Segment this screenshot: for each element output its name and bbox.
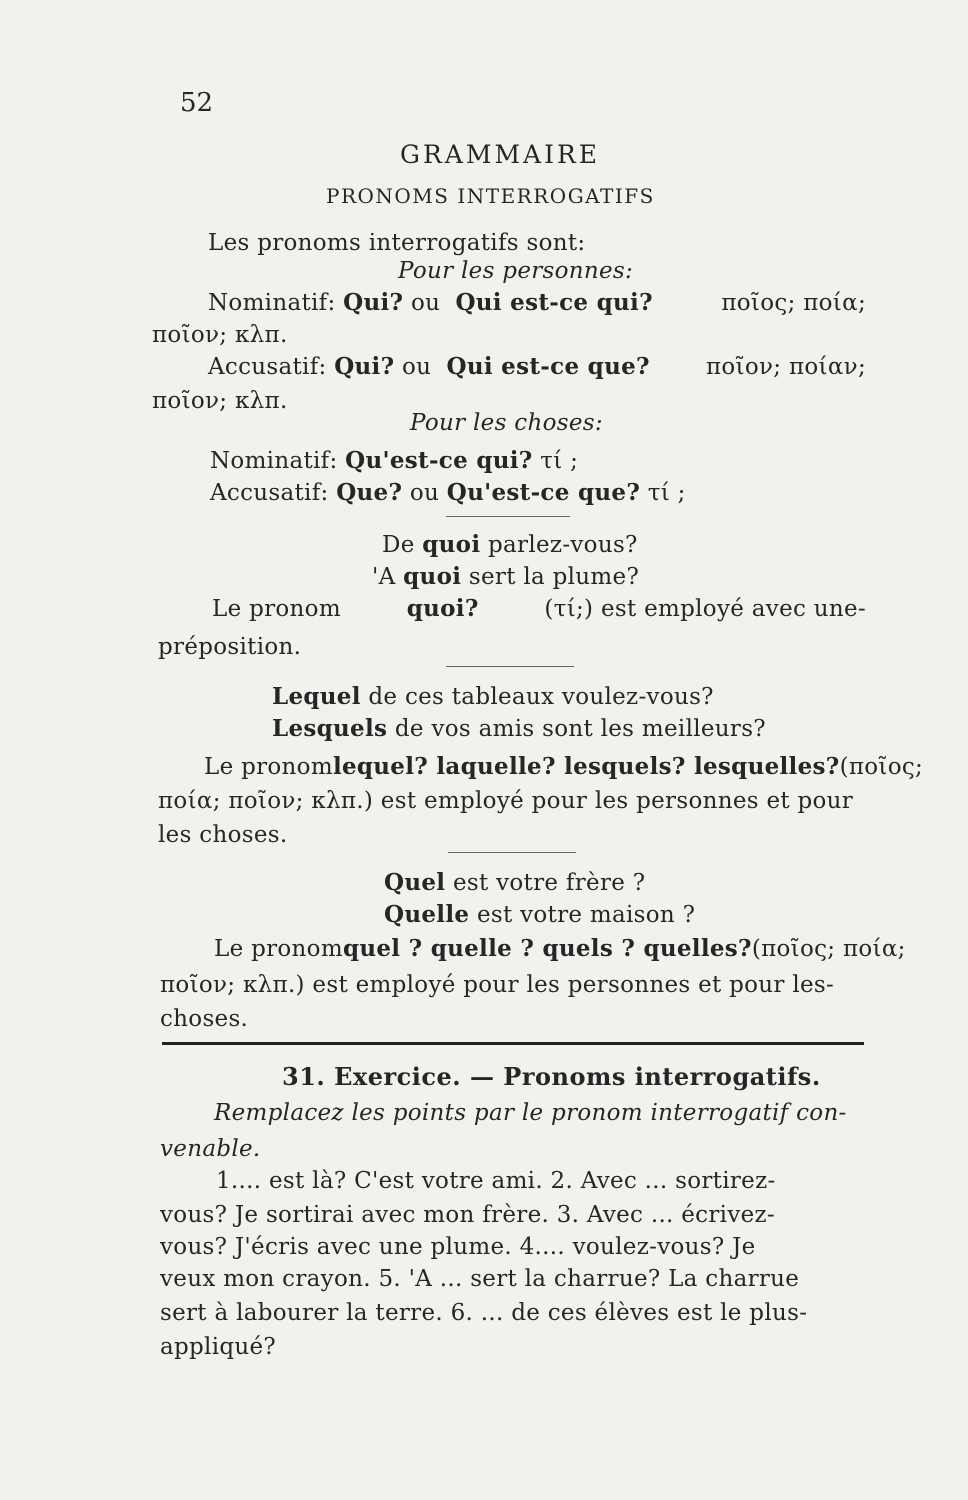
nominatif-label: Nominatif: [208, 290, 336, 316]
exercise-instruction-2-text: venable. [160, 1136, 261, 1162]
accusatif-choses-form1: Que? [336, 479, 403, 506]
exercise-instruction-1 [214, 1098, 847, 1128]
quel-rule-bold: quel ? quelle ? quels ? quelles? [342, 935, 752, 962]
quoi-example-2 [372, 562, 639, 592]
accusatif-choses-greek: τί ; [647, 480, 686, 506]
divider-1 [446, 516, 570, 517]
section-subtitle: PRONOMS INTERROGATIFS [326, 184, 655, 208]
lequel-rule-pre: Le pronom [204, 754, 333, 780]
personnes-heading-text: Pour les personnes: [398, 258, 634, 284]
exercise-instruction-2 [160, 1134, 261, 1164]
nominatif-choses-greek: τί ; [540, 448, 579, 474]
lequel-rule-post: (ποῖος; [839, 754, 924, 780]
exercise-title: 31. Exercice. — Pronoms interrogatifs. [282, 1062, 821, 1091]
quel-ex2-bold: Quelle [384, 901, 470, 928]
nominatif-greek: ποῖος; ποία; [721, 290, 866, 316]
choses-heading-text: Pour les choses: [410, 410, 603, 436]
nominatif-choses-line [210, 446, 578, 476]
lequel-ex2-bold: Lesquels [272, 715, 388, 742]
exercise-line-6: appliqué? [160, 1334, 277, 1360]
accusatif-choses-form2: Qu'est-ce que? [446, 479, 641, 506]
divider-2 [446, 666, 574, 667]
nominatif-personnes-left [208, 288, 653, 318]
quoi-ex2-pre: 'A [372, 564, 396, 590]
section-rule [162, 1042, 864, 1045]
lequel-rule-line [204, 752, 924, 782]
accusatif-greek: ποῖον; ποίαν; [705, 354, 866, 380]
quoi-rule-cont: préposition. [158, 634, 302, 660]
nominatif-choses-form: Qu'est-ce qui? [345, 447, 533, 474]
quoi-ex1-pre: De [382, 532, 415, 558]
intro-line: Les pronoms interrogatifs sont: [208, 230, 586, 256]
page-number: 52 [180, 88, 214, 118]
quoi-example-1 [382, 530, 638, 560]
lequel-ex1-bold: Lequel [272, 683, 361, 710]
personnes-heading [398, 256, 633, 286]
quel-example-2 [384, 900, 695, 930]
quel-ex1-bold: Quel [384, 869, 446, 896]
quoi-rule-bold: quoi? [406, 595, 479, 622]
quoi-ex1-post: parlez-vous? [488, 532, 638, 558]
divider-3 [448, 852, 576, 853]
quoi-rule-pre: Le pronom [212, 596, 341, 622]
accusatif-choses-ou: ou [409, 480, 440, 506]
exercise-line-5: sert à labourer la terre. 6. ... de ces élèves est le plus- [160, 1300, 808, 1326]
quel-rule-cont1: ποῖον; κλπ.) est employé pour les personnes et pour les- [160, 972, 835, 998]
quoi-ex2-bold: quoi [403, 563, 462, 590]
nominatif-form1: Qui? [343, 289, 404, 316]
accusatif-form1: Qui? [334, 353, 395, 380]
quoi-ex2-post: sert la plume? [468, 564, 640, 590]
accusatif-ou: ou [401, 354, 432, 380]
quel-ex1-post: est votre frère ? [452, 870, 646, 896]
lequel-rule-cont2: les choses. [158, 822, 288, 848]
exercise-line-3: vous? J'écris avec une plume. 4.... voulez-vous? Je [160, 1234, 756, 1260]
choses-heading [410, 408, 603, 438]
accusatif-label: Accusatif: [208, 354, 327, 380]
accusatif-form2: Qui est-ce que? [446, 353, 650, 380]
exercise-line-2: vous? Je sortirai avec mon frère. 3. Avec ... écrivez- [160, 1202, 776, 1228]
quel-example-1 [384, 868, 645, 898]
exercise-line-4: veux mon crayon. 5. 'A ... sert la charrue? La charrue [160, 1266, 800, 1292]
lequel-example-1 [272, 682, 714, 712]
lequel-ex2-post: de vos amis sont les meilleurs? [394, 716, 766, 742]
accusatif-greek-cont: ποῖον; κλπ. [152, 388, 288, 414]
page-title: GRAMMAIRE [400, 140, 601, 169]
quel-ex2-post: est votre maison ? [476, 902, 696, 928]
accusatif-choses-line [210, 478, 686, 508]
quoi-ex1-bold: quoi [422, 531, 481, 558]
accusatif-choses-label: Accusatif: [210, 480, 329, 506]
quel-rule-line [214, 934, 906, 964]
accusatif-personnes-left [208, 352, 650, 382]
quel-rule-post: (ποῖος; ποία; [751, 936, 906, 962]
quel-rule-pre: Le pronom [214, 936, 343, 962]
nominatif-ou: ou [410, 290, 441, 316]
lequel-rule-cont1: ποία; ποῖον; κλπ.) est employé pour les personnes et pour [158, 788, 854, 814]
lequel-ex1-post: de ces tableaux voulez-vous? [368, 684, 714, 710]
exercise-line-1: 1.... est là? C'est votre ami. 2. Avec ... sortirez- [216, 1168, 776, 1194]
nominatif-greek-cont: ποῖον; κλπ. [152, 322, 288, 348]
accusatif-personnes-line [208, 352, 866, 382]
quoi-rule-line [212, 594, 866, 624]
exercise-instruction-1-text: Remplacez les points par le pronom interrogatif con- [214, 1100, 847, 1126]
quoi-rule-post: (τί;) est employé avec une- [544, 596, 866, 622]
quel-rule-cont2: choses. [160, 1006, 249, 1032]
nominatif-form2: Qui est-ce qui? [455, 289, 653, 316]
nominatif-personnes-line [208, 288, 866, 318]
lequel-example-2 [272, 714, 766, 744]
nominatif-choses-label: Nominatif: [210, 448, 338, 474]
lequel-rule-bold: lequel? laquelle? lesquels? lesquelles? [332, 753, 840, 780]
